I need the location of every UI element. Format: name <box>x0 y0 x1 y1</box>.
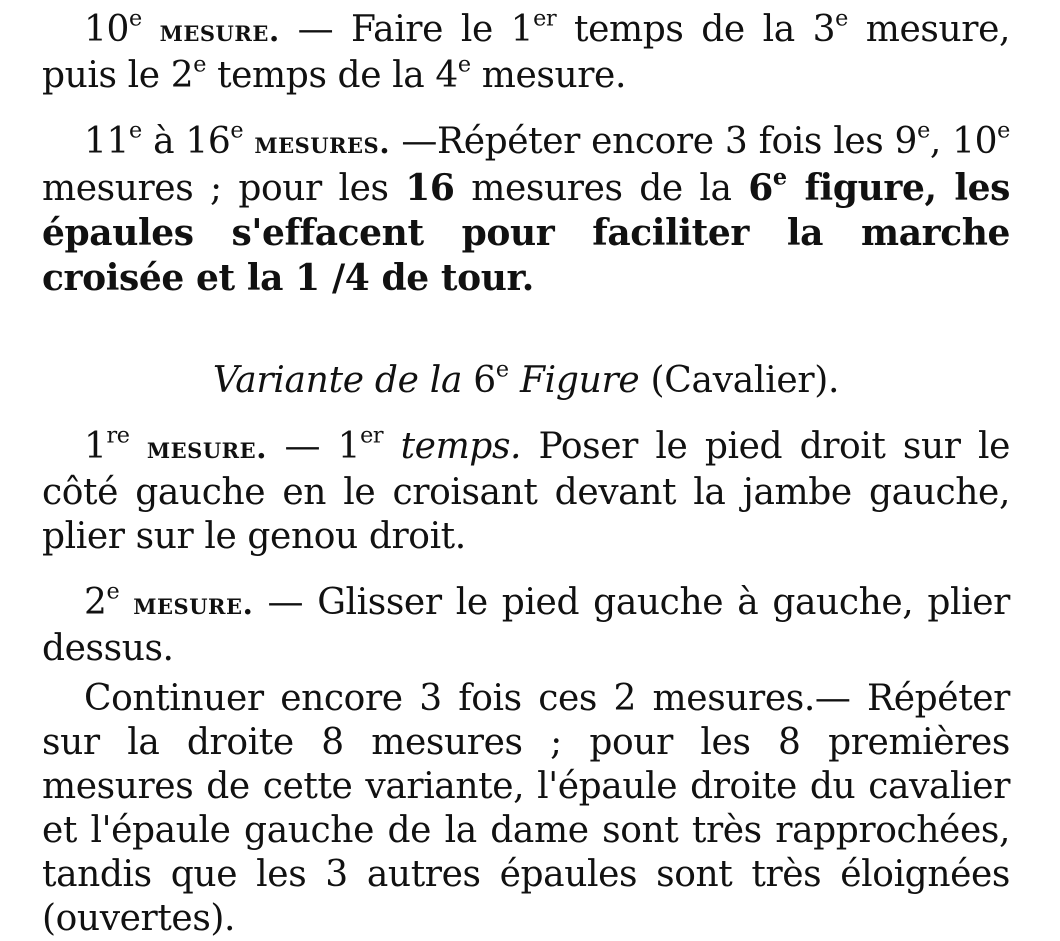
text: Continuer encore 3 fois ces 2 mesures.— Répéter sur la droite 8 mesures ; pour les 8 premières mesures de cette variante, l'épaule droite du cavalier et l'épaule gauche de la dame sont très rapprochées, tandis que les 3 autres épaules sont très éloignées (ouvertes). <box>42 678 1010 939</box>
text: mesures ; pour les <box>42 168 406 209</box>
measure-label: mesure. <box>119 587 254 622</box>
paragraph-11e-16e-mesures <box>42 117 1010 301</box>
superscript: e <box>106 578 120 605</box>
superscript: e <box>457 51 471 78</box>
heading-italic: Figure <box>508 360 640 401</box>
dash: — <box>390 121 437 162</box>
dash: — <box>279 9 351 50</box>
measure-number: 11 <box>84 121 130 162</box>
text: Répéter encore 3 fois les 9 <box>437 121 918 162</box>
number: 1 <box>337 426 361 467</box>
superscript: e <box>917 117 930 144</box>
text: Poser le pied droit sur le côté gauche en le croisant devant la jambe gauche, plier sur le genou droit. <box>42 426 1011 557</box>
superscript: e <box>772 164 787 191</box>
dash: — <box>253 582 318 623</box>
measure-number: 1 <box>84 426 107 467</box>
bold-number: 6 <box>748 167 773 209</box>
heading-text: (Cavalier). <box>639 360 840 401</box>
paragraph-continuer <box>42 677 1010 941</box>
measure-label: mesure. <box>159 14 280 49</box>
superscript: er <box>533 5 557 32</box>
paragraph-10e-mesure <box>42 5 1011 98</box>
paragraph-1re-mesure <box>42 422 1011 559</box>
paragraph-2e-mesure <box>42 578 1010 671</box>
text: mesure. <box>470 55 627 96</box>
text: , 10 <box>929 121 998 162</box>
text: mesures de la <box>454 168 749 209</box>
italic-text: temps. <box>383 426 522 467</box>
dash: — <box>267 426 338 467</box>
superscript: e <box>129 117 142 144</box>
superscript: e <box>835 5 848 32</box>
superscript: re <box>106 422 130 449</box>
superscript: e <box>193 51 207 78</box>
superscript: e <box>495 356 509 383</box>
heading-number: 6 <box>462 360 496 401</box>
superscript: e <box>997 117 1010 144</box>
measure-label: mesures. <box>243 126 391 161</box>
document-page <box>42 5 1011 941</box>
text: temps de la 4 <box>206 55 458 96</box>
text: mesure, puis le 2 <box>42 9 1011 96</box>
text: à 16 <box>141 121 231 162</box>
superscript: e <box>129 5 142 32</box>
measure-number: 2 <box>84 582 107 623</box>
text: figure, les épaules s'effacent pour faciliter la marche croisée et la 1 /4 de tour. <box>42 167 1010 299</box>
superscript: er <box>360 422 384 449</box>
text: temps de la 3 <box>556 9 836 50</box>
text: Glisser le pied gauche à gauche, plier dessus. <box>42 582 1010 669</box>
text: Faire le 1 <box>351 9 534 50</box>
bold-number: 16 <box>405 167 455 209</box>
superscript: e <box>230 117 244 144</box>
heading-italic: Variante de la <box>212 360 463 401</box>
measure-number: 10 <box>84 9 130 50</box>
measure-label: mesure. <box>129 431 268 466</box>
section-heading <box>42 356 1010 403</box>
